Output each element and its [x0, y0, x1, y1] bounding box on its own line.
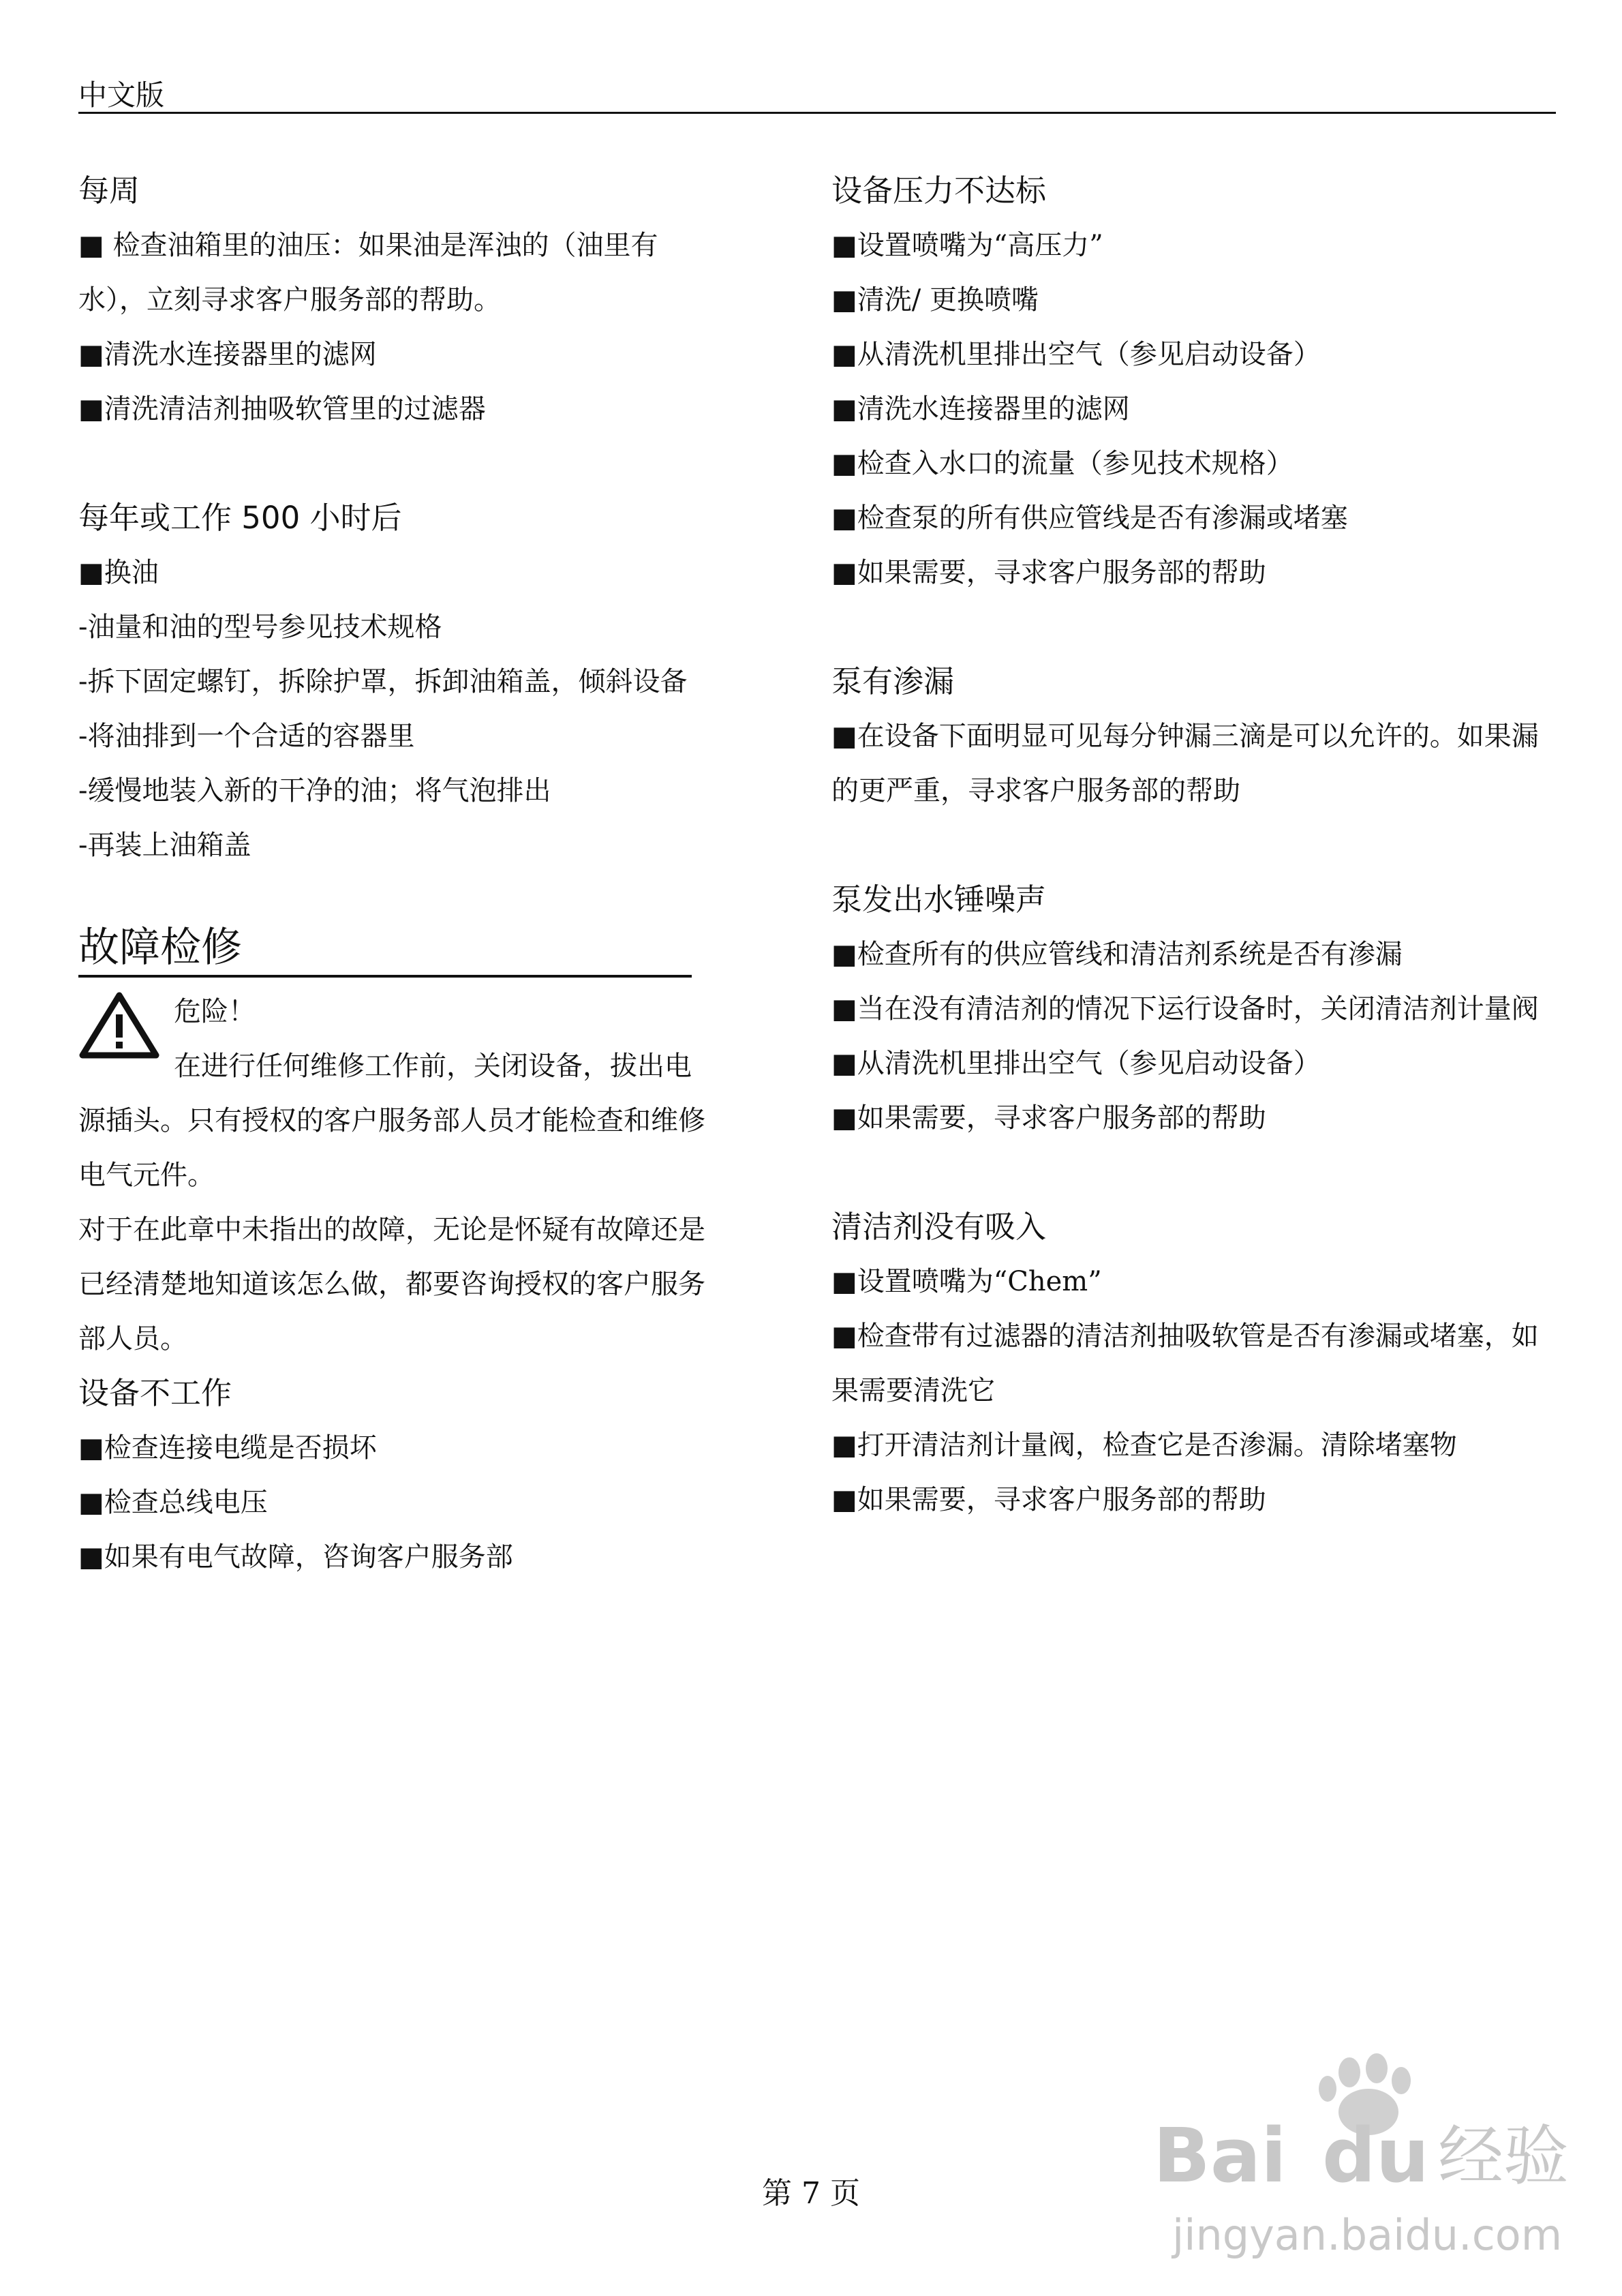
list-item: ■清洗水连接器里的滤网 [78, 339, 377, 370]
list-item: ■清洗清洁剂抽吸软管里的过滤器 [78, 393, 486, 425]
watermark-brand-cn: 经验 [1438, 2118, 1569, 2194]
section-heading-hammer: 泵发出水锤噪声 [831, 881, 1047, 918]
warning-triangle-icon [78, 991, 160, 1059]
watermark-brand-2: du [1322, 2112, 1430, 2199]
header-title: 中文版 [78, 78, 165, 112]
page-number: 第 7 页 [762, 2176, 860, 2211]
list-item: ■检查总线电压 [78, 1487, 268, 1518]
danger-label: 危险！ [174, 996, 256, 1027]
list-item: ■如果需要，寻求客户服务部的帮助 [831, 1484, 1266, 1515]
section-heading-pressure: 设备压力不达标 [831, 172, 1047, 209]
danger-text: 在进行任何维修工作前，关闭设备，拔出电 [174, 1051, 692, 1082]
list-item: -将油排到一个合适的容器里 [78, 721, 415, 752]
section-heading-leak: 泵有渗漏 [831, 663, 955, 699]
list-item: ■检查所有的供应管线和清洁剂系统是否有渗漏 [831, 939, 1403, 970]
section-heading-weekly: 每周 [78, 172, 140, 209]
left-column [78, 164, 719, 1584]
section-heading-yearly: 每年或工作 500 小时后 [78, 500, 402, 536]
troubleshooting-note: 对于在此章中未指出的故障，无论是怀疑有故障还是已经清楚地知道该怎么做，都要咨询授权的客户服务部人员。 [78, 1214, 705, 1355]
section-title-troubleshooting: 故障检修 [78, 920, 692, 978]
list-item: ■如果有电气故障，咨询客户服务部 [78, 1541, 513, 1573]
list-item: ■设置喷嘴为“高压力” [831, 230, 1103, 261]
list-item: ■检查连接电缆是否损坏 [78, 1432, 377, 1464]
section-heading-detergent: 清洁剂没有吸入 [831, 1209, 1047, 1245]
right-column [831, 164, 1561, 1527]
watermark-url: jingyan.baidu.com [1172, 2210, 1563, 2260]
list-item: ■换油 [78, 557, 159, 588]
list-item: -拆下固定螺钉，拆除护罩，拆卸油箱盖，倾斜设备 [78, 666, 688, 697]
list-item: ■检查泵的所有供应管线是否有渗漏或堵塞 [831, 502, 1348, 534]
danger-notice [78, 984, 719, 1039]
list-item: ■在设备下面明显可见每分钟漏三滴是可以允许的。如果漏的更严重，寻求客户服务部的帮助 [831, 721, 1539, 806]
header-divider [78, 112, 1556, 114]
list-item: ■清洗/ 更换喷嘴 [831, 284, 1039, 316]
list-item: ■当在没有清洁剂的情况下运行设备时，关闭清洁剂计量阀 [831, 993, 1539, 1025]
list-item: ■如果需要，寻求客户服务部的帮助 [831, 1102, 1266, 1134]
list-item: ■从清洗机里排出空气（参见启动设备） [831, 1048, 1321, 1079]
danger-text-cont: 源插头。只有授权的客户服务部人员才能检查和维修电气元件。 [78, 1105, 705, 1191]
list-item: ■清洗水连接器里的滤网 [831, 393, 1130, 425]
list-item: ■设置喷嘴为“Chem” [831, 1266, 1102, 1297]
list-item: -缓慢地装入新的干净的油；将气泡排出 [78, 775, 551, 806]
list-item: -油量和油的型号参见技术规格 [78, 611, 442, 643]
list-item: ■ 检查油箱里的油压：如果油是浑浊的（油里有水），立刻寻求客户服务部的帮助。 [78, 230, 658, 316]
section-heading-not-working: 设备不工作 [78, 1375, 232, 1411]
list-item: ■检查入水口的流量（参见技术规格） [831, 448, 1294, 479]
list-item: ■从清洗机里排出空气（参见启动设备） [831, 339, 1321, 370]
watermark-brand: Bai [1153, 2112, 1287, 2199]
list-item: ■检查带有过滤器的清洁剂抽吸软管是否有渗漏或堵塞，如果需要清洗它 [831, 1320, 1539, 1406]
list-item: ■如果需要，寻求客户服务部的帮助 [831, 557, 1266, 588]
baidu-jingyan-watermark [1152, 2045, 1588, 2263]
list-item: -再装上油箱盖 [78, 830, 251, 861]
list-item: ■打开清洁剂计量阀，检查它是否渗漏。清除堵塞物 [831, 1430, 1457, 1461]
